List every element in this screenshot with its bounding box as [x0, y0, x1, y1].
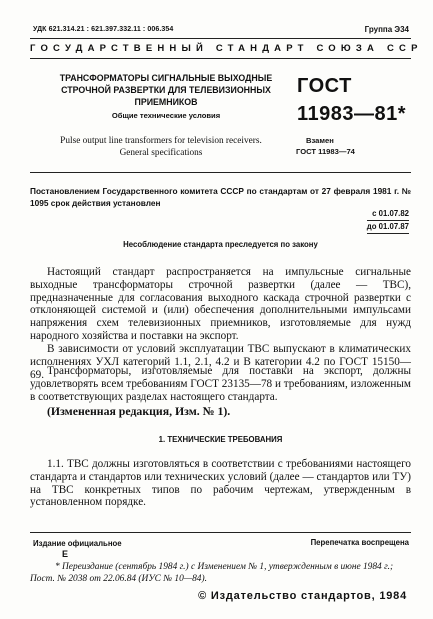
- section-heading: 1. ТЕХНИЧЕСКИЕ ТРЕБОВАНИЯ: [158, 435, 283, 444]
- validity-to: до 01.07.87: [367, 221, 409, 234]
- replaces-label: Взамен: [306, 136, 334, 145]
- top-rule: [30, 38, 411, 39]
- title-block-rule: [30, 172, 411, 173]
- validity-period: [367, 208, 409, 234]
- reprint-notice: Перепечатка воспрещена: [310, 538, 409, 547]
- english-title-line-1: Pulse output line transformers for television receivers.: [60, 136, 262, 146]
- official-edition-label: Издание официальное: [33, 539, 122, 548]
- english-title: [30, 135, 292, 159]
- amendment-note: (Измененная редакция, Изм. № 1).: [47, 404, 231, 418]
- decree-text: Постановлением Государственного комитета СССР по стандартам от 27 февраля 1981 г. № 1095 срок действия установлен: [30, 186, 411, 208]
- footer-rule: [30, 532, 411, 533]
- group-code: Группа Э34: [364, 25, 409, 34]
- reissue-note: * Переиздание (сентябрь 1984 г.) с Изменением № 1, утвержденным в июне 1984 г.; Пост. № 2038 от 22.06.84 (ИУС № 10—84).: [30, 562, 394, 584]
- gost-label: ГОСТ: [297, 75, 352, 97]
- document-title: [56, 72, 276, 108]
- english-title-line-2: General specifications: [119, 148, 203, 158]
- header-rule: [30, 58, 411, 59]
- gost-designation: [297, 72, 406, 128]
- title-line-3: ПРИЕМНИКОВ: [134, 97, 198, 107]
- general-specifications-label: Общие технические условия: [111, 111, 221, 120]
- paragraph-climate: В зависимости от условий эксплуатации ТВС выпускают в климатических исполнениях УХЛ категорий 1.1, 2.1, 4.2 и В категории 4.2 по ГОСТ 15150—69.: [30, 343, 411, 381]
- standard-heading: ГОСУДАРСТВЕННЫЙ СТАНДАРТ СОЮЗА ССР: [30, 43, 423, 54]
- title-line-2: СТРОЧНОЙ РАЗВЕРТКИ ДЛЯ ТЕЛЕВИЗИОННЫХ: [61, 85, 271, 95]
- paragraph-scope: Настоящий стандарт распространяется на импульсные сигнальные выходные трансформаторы строчной развертки (далее — ТВС), предназначенные для согласования выходного каскада строчной развертки с отклоняющей системой и (или) обеспечения дополнительными импульсами напряжения схем телевизионных приемников, изготовляемые для нужд народного хозяйства и поставки на экспорт.: [30, 266, 411, 342]
- official-edition: [33, 538, 122, 560]
- copyright: © Издательство стандартов, 1984: [198, 590, 407, 602]
- replaces-value: ГОСТ 11983—74: [296, 147, 355, 156]
- gost-number: 11983—81*: [297, 103, 407, 125]
- title-line-1: ТРАНСФОРМАТОРЫ СИГНАЛЬНЫЕ ВЫХОДНЫЕ: [59, 73, 273, 83]
- violation-notice: Несоблюдение стандарта преследуется по закону: [123, 240, 318, 249]
- edition-letter: Е: [62, 549, 69, 559]
- udk-code: УДК 621.314.21 : 621.397.332.11 : 006.354: [33, 26, 174, 33]
- replaces-block: [296, 135, 355, 157]
- paragraph-export: Трансформаторы, изготовляемые для поставки на экспорт, должны удовлетворять всем требованиям ГОСТ 23135—78 и требованиям, изложенным в соответствующих разделах настоящего стандарта.: [30, 365, 411, 403]
- validity-from: с 01.07.82: [367, 208, 409, 221]
- paragraph-requirements: 1.1. ТВС должны изготовляться в соответствии с требованиями настоящего стандарта и стандартов или технических условий (далее — стандартов или ТУ) на ТВС конкретных типов по рабочим чертежам, утвержденным в установленном порядке.: [30, 458, 411, 509]
